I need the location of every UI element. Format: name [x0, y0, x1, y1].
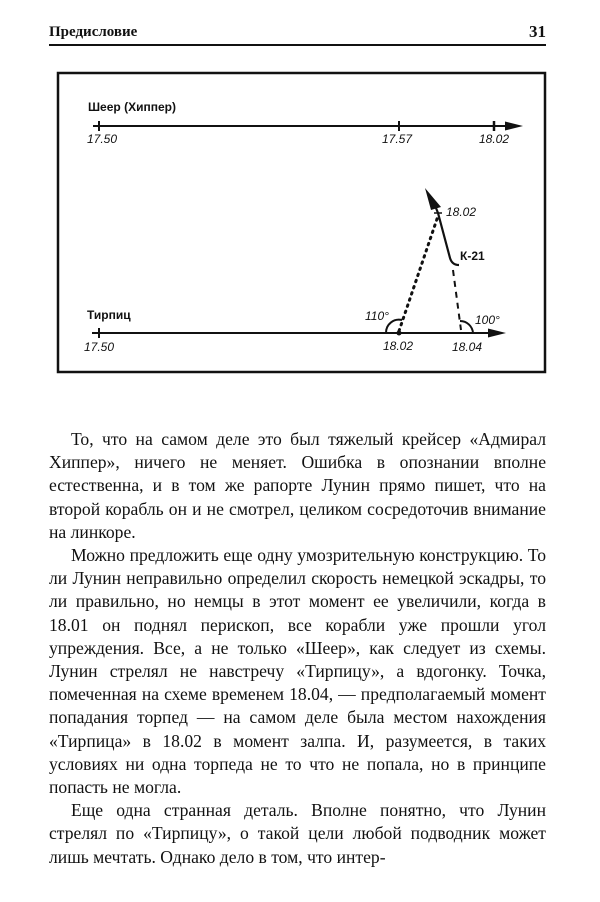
ship-label-tirpitz: Тирпиц [87, 308, 131, 322]
tick-label: 18.02 [382, 339, 414, 353]
tick-label: 18.02 [478, 132, 510, 146]
ship-label-scheer: Шеер (Хиппер) [88, 100, 176, 114]
dashed-bearing-line [453, 270, 461, 330]
paragraph: То, что на самом деле это был тяжелый крейсер «Адмирал Хиппер», ничего не меняет. Ошибка в опознании вполне естественна, и в том же рапорте Лунин прямо пишет, что на второй корабль он и не смотрел, целиком сосредоточив внимание на линкоре. [49, 429, 546, 542]
page-number: 31 [529, 22, 546, 41]
torpedo-attack-diagram [0, 0, 600, 400]
paragraph: Еще одна странная деталь. Вполне понятно, что Лунин стрелял по «Тирпицу», о такой цели любой подводник может лишь мечтать. Однако дело в том, что интер- [49, 800, 546, 867]
angle-label-100: 100° [475, 313, 500, 327]
tick-label: 17.50 [83, 340, 115, 354]
submarine-label: К-21 [460, 249, 485, 263]
angle-arc-100 [460, 321, 473, 333]
k21-tick-label: 18.02 [446, 205, 477, 219]
tirpitz-track [92, 328, 506, 338]
tick-label: 17.50 [86, 132, 118, 146]
scheer-track [93, 121, 523, 131]
running-title: Предисловие [49, 24, 138, 40]
dotted-bearing-line [399, 216, 438, 331]
arrow-right-icon [505, 122, 523, 131]
k21-track [425, 188, 459, 265]
arrow-right-icon [488, 329, 506, 338]
arrow-up-icon [425, 188, 441, 210]
body-text [49, 428, 546, 869]
tick-label: 17.57 [381, 132, 413, 146]
paragraph: Можно предложить еще одну умозрительную конструкцию. То ли Лунин неправильно определил скорость немецкой эскадры, то ли правильно, но немцы в этот момент ее увеличили, когда в 18.01 он поднял перископ, все корабли уже прошли угол упреждения. Все, а не только «Шеер», как следует из схемы. Лунин стрелял не навстречу «Тирпицу», а вдогонку. Точка, помеченная на схеме временем 18.04, — предполагаемый момент попадания торпед — на самом деле была местом нахождения «Тирпица» в 18.02 в момент залпа. И, разумеется, в таких условиях ни одна торпеда не то что не попала, но в принципе попасть не могла. [49, 545, 546, 798]
angle-label-110: 110° [365, 309, 389, 323]
tick-label: 18.04 [451, 340, 483, 354]
